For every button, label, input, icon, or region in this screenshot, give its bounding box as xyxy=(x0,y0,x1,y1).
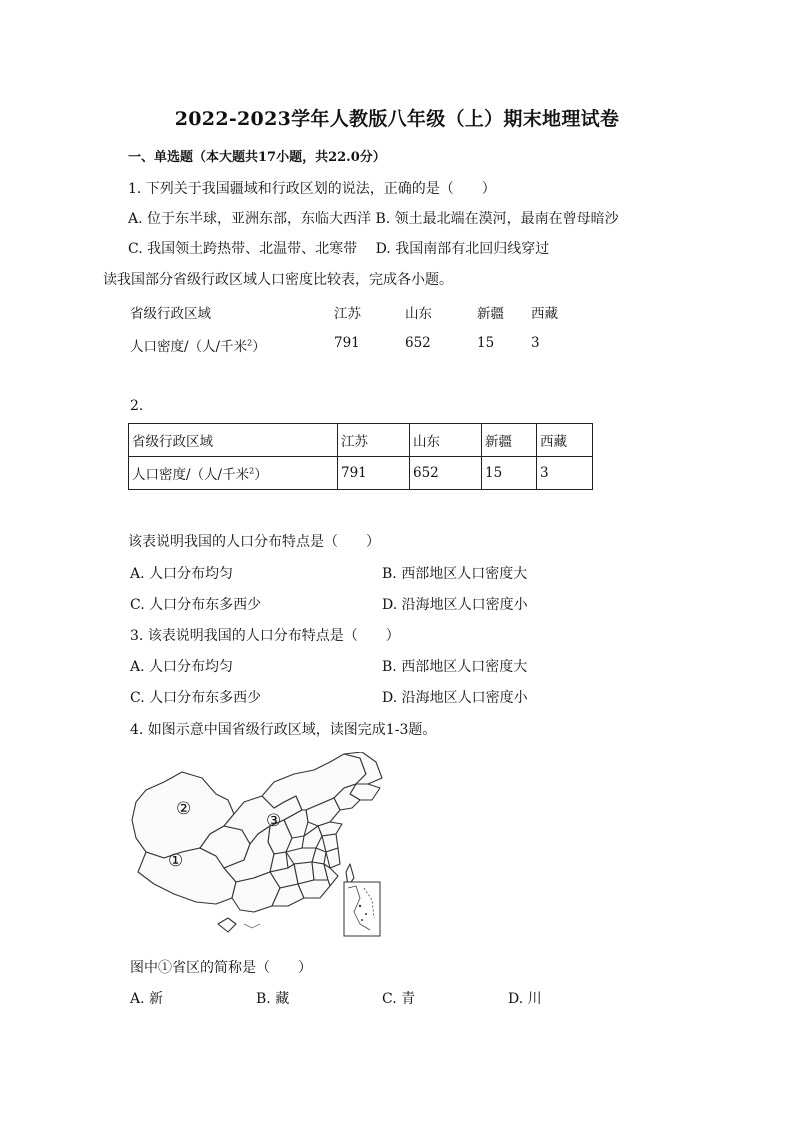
table-cell-shandong-value: 652 xyxy=(410,457,482,490)
question-4-option-b: B. 藏 xyxy=(256,991,290,1007)
section-heading: 一、单选题（本大题共17小题，共22.0分） xyxy=(128,150,386,165)
question-3-option-a: A. 人口分布均匀 xyxy=(130,659,234,675)
table-cell-shandong: 山东 xyxy=(410,424,482,457)
map-label-3: ③ xyxy=(266,811,282,831)
plain-table-value-jiangsu: 791 xyxy=(334,335,360,351)
question-3-stem: 3. 该表说明我国的人口分布特点是（ ） xyxy=(130,628,400,644)
table-cell-jiangsu: 江苏 xyxy=(338,424,410,457)
plain-table-row-label: 人口密度/（人/千米$^2$） xyxy=(130,338,266,355)
table-cell-xinjiang: 新疆 xyxy=(482,424,537,457)
question-2-option-b: B. 西部地区人口密度大 xyxy=(382,566,528,582)
plain-table-header-xizang: 西藏 xyxy=(531,306,558,322)
question-4-option-d: D. 川 xyxy=(508,991,542,1007)
table-cell-density-label: 人口密度/（人/千米$^2$） xyxy=(129,457,338,490)
table-row xyxy=(129,424,593,457)
question-2-option-a: A. 人口分布均匀 xyxy=(130,566,234,582)
plain-table-value-xizang: 3 xyxy=(531,335,540,351)
question-3-option-b: B. 西部地区人口密度大 xyxy=(382,659,528,675)
table-cell-xinjiang-value: 15 xyxy=(482,457,537,490)
south-china-sea-inset xyxy=(344,882,380,936)
question-1-options-cd: C. 我国领土跨热带、北温带、北寒带 D. 我国南部有北回归线穿过 xyxy=(128,241,550,257)
question-4-option-c: C. 青 xyxy=(382,991,416,1007)
reading-intro: 读我国部分省级行政区域人口密度比较表，完成各小题。 xyxy=(103,272,453,288)
question-2-number: 2. xyxy=(130,398,144,414)
question-4-stem: 4. 如图示意中国省级行政区域，读图完成1-3题。 xyxy=(130,722,437,738)
question-4-option-a: A. 新 xyxy=(130,991,164,1007)
region-zhejiang xyxy=(326,848,340,868)
question-2-stem: 该表说明我国的人口分布特点是（ ） xyxy=(128,534,380,550)
plain-table-header-jiangsu: 江苏 xyxy=(334,306,361,322)
question-3-option-d: D. 沿海地区人口密度小 xyxy=(382,690,528,706)
plain-table-value-xinjiang: 15 xyxy=(477,335,495,351)
question-4-sub-stem: 图中①省区的简称是（ ） xyxy=(130,960,312,976)
table-cell-xizang: 西藏 xyxy=(537,424,593,457)
region-guangdong xyxy=(298,880,330,898)
bordered-table xyxy=(128,423,593,490)
table-cell-xizang-value: 3 xyxy=(537,457,593,490)
plain-table-value-shandong: 652 xyxy=(405,335,431,351)
question-2-option-c: C. 人口分布东多西少 xyxy=(130,597,262,613)
plain-table-header-xinjiang: 新疆 xyxy=(477,306,504,322)
map-label-1: ① xyxy=(168,851,184,871)
question-2-option-d: D. 沿海地区人口密度小 xyxy=(382,597,528,613)
map-label-2: ② xyxy=(176,799,192,819)
plain-table-header-label: 省级行政区域 xyxy=(130,306,211,322)
china-province-map xyxy=(124,752,386,942)
question-3-option-c: C. 人口分布东多西少 xyxy=(130,690,262,706)
question-1-stem: 1. 下列关于我国疆域和行政区划的说法，正确的是（ ） xyxy=(128,181,496,197)
table-row xyxy=(129,457,593,490)
table-cell-label: 省级行政区域 xyxy=(129,424,338,457)
plain-table-header-shandong: 山东 xyxy=(405,306,432,322)
question-1-options-ab: A. 位于东半球，亚洲东部，东临大西洋 B. 领土最北端在漠河，最南在曾母暗沙 xyxy=(128,211,619,227)
region-hainan xyxy=(218,918,236,932)
page-title: 2022-2023学年人教版八年级（上）期末地理试卷 xyxy=(174,108,620,130)
table-cell-jiangsu-value: 791 xyxy=(338,457,410,490)
